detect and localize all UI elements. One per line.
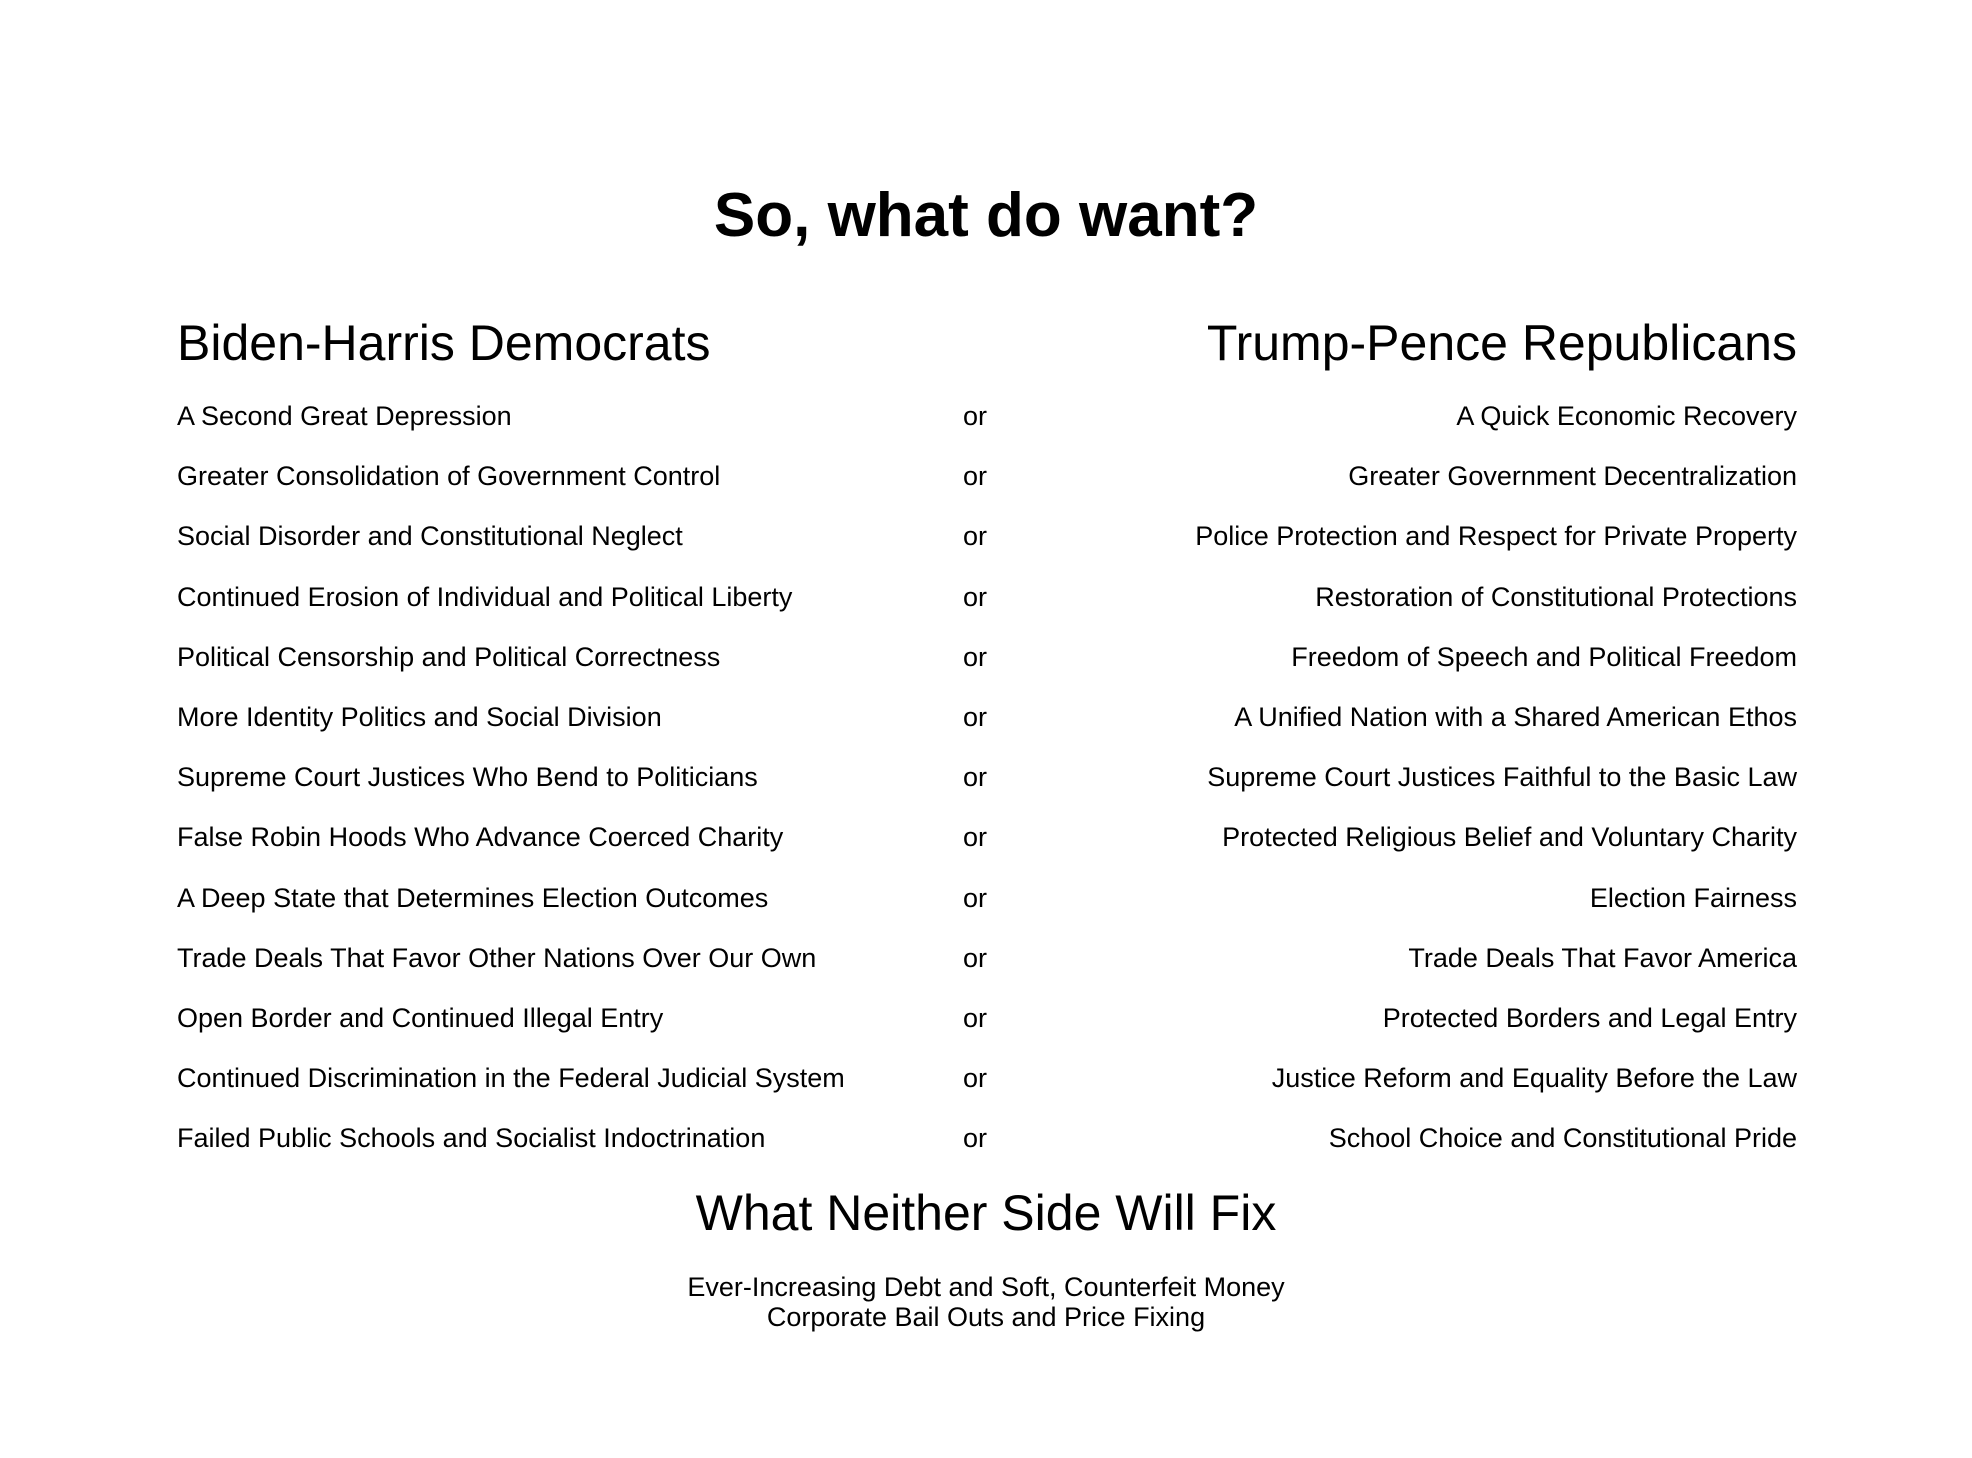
democrat-item: Trade Deals That Favor Other Nations Over Our Own <box>177 942 817 973</box>
democrat-item: Continued Discrimination in the Federal Judicial System <box>177 1063 845 1094</box>
neither-side-item: Ever-Increasing Debt and Soft, Counterfeit Money <box>687 1272 1285 1302</box>
democrat-item: Social Disorder and Constitutional Neglect <box>177 521 683 552</box>
democrat-item: Greater Consolidation of Government Control <box>177 461 721 492</box>
comparison-row <box>177 878 1797 938</box>
or-separator-text: or <box>962 521 988 552</box>
page-title: So, what do want? <box>713 181 1259 250</box>
republican-item: A Unified Nation with a Shared American Ethos <box>1234 701 1797 732</box>
comparison-row <box>177 938 1797 998</box>
comparison-row <box>177 757 1797 817</box>
democrat-item: Supreme Court Justices Who Bend to Politicians <box>177 762 758 793</box>
comparison-row <box>177 817 1797 877</box>
neither-side-list <box>0 1272 1972 1332</box>
or-separator-text: or <box>962 882 988 913</box>
comparison-row <box>177 456 1797 516</box>
democrat-item: Open Border and Continued Illegal Entry <box>177 1002 664 1033</box>
or-separator-text: or <box>962 461 988 492</box>
or-separator-text: or <box>962 581 988 612</box>
neither-side-item: Corporate Bail Outs and Price Fixing <box>766 1302 1206 1332</box>
republican-item: Justice Reform and Equality Before the Law <box>1271 1063 1797 1094</box>
or-separator-text: or <box>962 1002 988 1033</box>
right-column-heading: Trump-Pence Republicans <box>1206 315 1797 371</box>
comparison-row <box>177 1118 1797 1178</box>
or-separator-text: or <box>962 701 988 732</box>
republican-item: Protected Religious Belief and Voluntary Charity <box>1222 822 1797 853</box>
comparison-table <box>177 396 1797 1178</box>
comparison-row <box>177 998 1797 1058</box>
or-separator-text: or <box>962 1063 988 1094</box>
neither-side-heading: What Neither Side Will Fix <box>695 1185 1277 1241</box>
comparison-row <box>177 396 1797 456</box>
left-column-heading: Biden-Harris Democrats <box>177 315 711 371</box>
or-separator-text: or <box>962 401 988 431</box>
democrat-item: Political Censorship and Political Correctness <box>177 641 721 672</box>
or-separator-text: or <box>962 762 988 793</box>
or-separator-text: or <box>962 641 988 672</box>
comparison-row <box>177 697 1797 757</box>
republican-item: Election Fairness <box>1589 882 1797 913</box>
republican-item: Restoration of Constitutional Protections <box>1315 581 1797 612</box>
or-separator-text: or <box>962 822 988 853</box>
or-separator-text: or <box>962 942 988 973</box>
comparison-row <box>177 577 1797 637</box>
republican-item: Freedom of Speech and Political Freedom <box>1291 641 1797 672</box>
democrat-item: More Identity Politics and Social Division <box>177 701 662 732</box>
republican-item: Greater Government Decentralization <box>1348 461 1797 492</box>
democrat-item: Continued Erosion of Individual and Political Liberty <box>177 581 793 612</box>
republican-item: A Quick Economic Recovery <box>1456 401 1797 431</box>
republican-item: Trade Deals That Favor America <box>1408 942 1797 973</box>
republican-item: Supreme Court Justices Faithful to the Basic Law <box>1207 762 1797 793</box>
republican-item: Police Protection and Respect for Private Property <box>1195 521 1797 552</box>
comparison-row <box>177 516 1797 576</box>
democrat-item: A Second Great Depression <box>177 401 512 431</box>
republican-item: School Choice and Constitutional Pride <box>1328 1123 1797 1154</box>
republican-item: Protected Borders and Legal Entry <box>1382 1002 1797 1033</box>
comparison-row <box>177 637 1797 697</box>
comparison-row <box>177 1058 1797 1118</box>
democrat-item: Failed Public Schools and Socialist Indoctrination <box>177 1123 766 1154</box>
or-separator-text: or <box>962 1123 988 1154</box>
democrat-item: False Robin Hoods Who Advance Coerced Charity <box>177 822 784 853</box>
democrat-item: A Deep State that Determines Election Outcomes <box>177 882 769 913</box>
